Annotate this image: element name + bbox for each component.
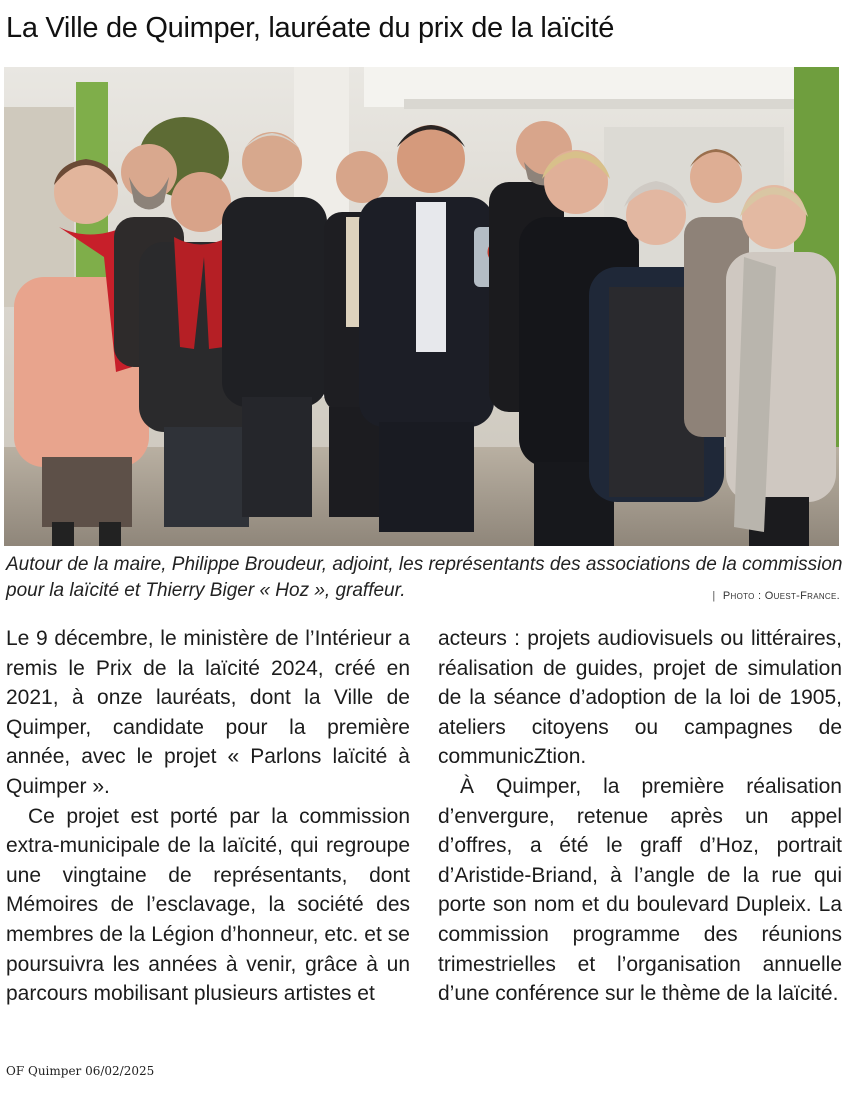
article-column-right xyxy=(438,624,842,1009)
credit-text: Photo : Ouest-France. xyxy=(722,590,840,602)
source-line: OF Quimper 06/02/2025 xyxy=(6,1064,155,1078)
paragraph: Le 9 décembre, le ministère de l’Intérieur a remis le Prix de la laïcité 2024, créé en 2021, à onze lauréats, dont la Ville de Quimper, candidate pour la première année, avec le projet « Parlons laïcité à Quimper ». xyxy=(6,627,410,798)
group-photo-illustration xyxy=(4,67,839,546)
paragraph: Ce projet est porté par la commission extra-municipale de la laïcité, qui regroupe une vingtaine de représentants, dont Mémoires de l’esclavage, la société des membres de la Légion d’honneur, etc. et se poursuivra les années à venir, grâce à un parcours mobilisant plusieurs artistes et xyxy=(6,804,410,1006)
photo-credit xyxy=(712,590,840,602)
paragraph: acteurs : projets audiovisuels ou littéraires, réalisation de guides, projet de simulation de la séance d’adoption de la loi de 1905, ateliers citoyens ou campagnes de communicZtion. xyxy=(438,627,842,769)
article-column-left xyxy=(6,624,410,1009)
caption-text: Autour de la maire, Philippe Broudeur, adjoint, les représentants des associations de la commission pour la laïcité et Thierry Biger « Hoz », graffeur. xyxy=(6,554,843,601)
article-photo xyxy=(4,67,839,546)
paragraph: À Quimper, la première réalisation d’envergure, retenue après un appel d’offres, a été le graff d’Hoz, portrait d’Aristide-Briand, à l’angle de la rue qui porte son nom et du boulevard Dupleix. La commission programme des réunions trimestrielles et l’organisation annuelle d’une conférence sur le thème de la laïcité. xyxy=(438,774,842,1006)
article-headline: La Ville de Quimper, lauréate du prix de la laïcité xyxy=(6,12,615,44)
